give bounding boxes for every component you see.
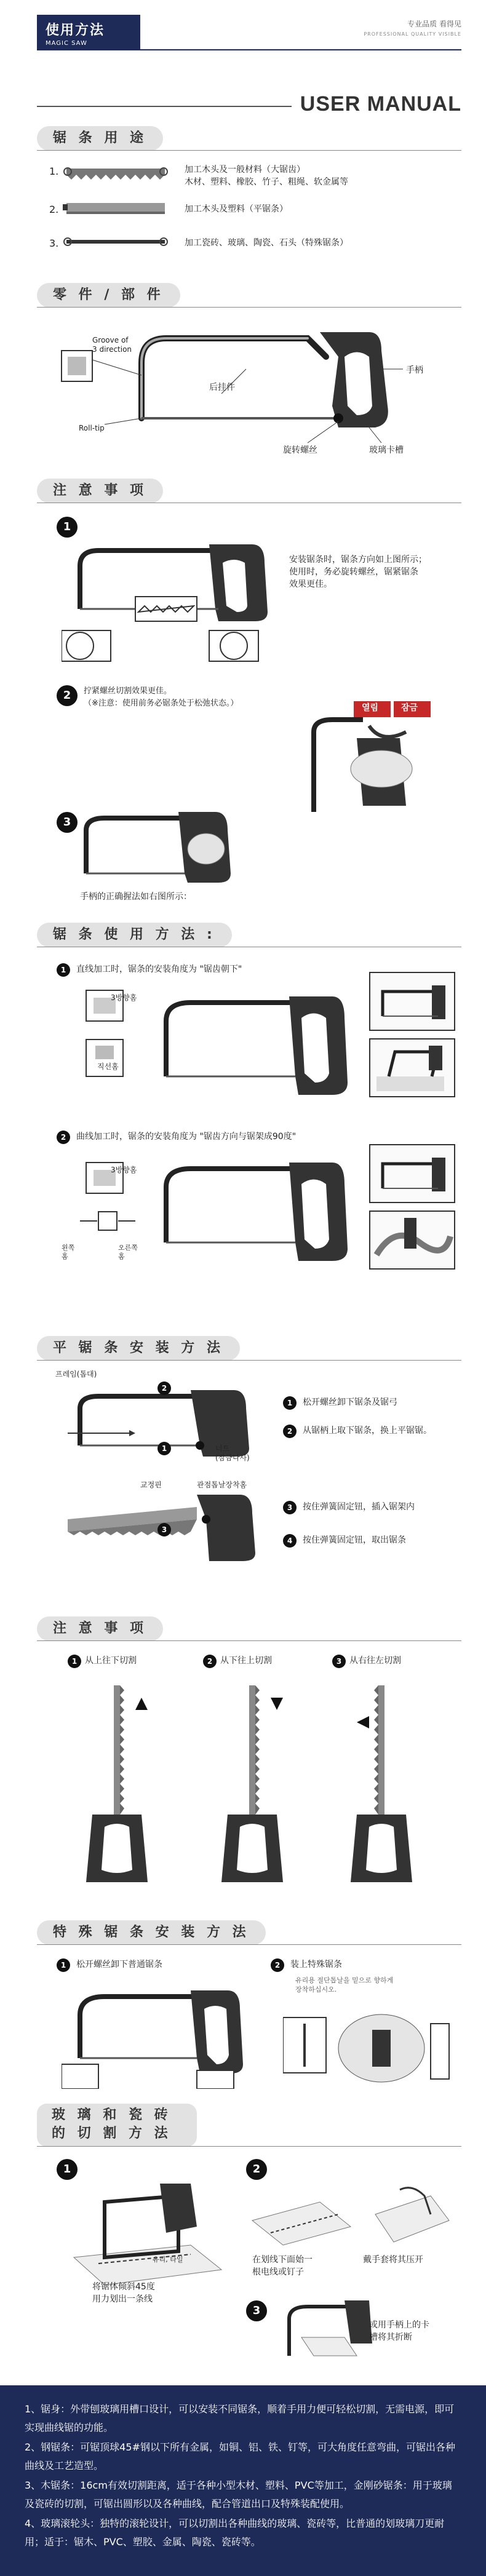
- glass-step-2-caption-b: 戴手套将其压开: [363, 2255, 423, 2265]
- footer-line-3: 3、木锯条：16cm有效切割距离，适于各种小型木材、塑料、PVC等加工，金刚砂锯条：用于玻璃及瓷砖的切割，可锯出圆形以及各种曲线，配合管道出口及特殊装配使用。: [25, 2479, 452, 2510]
- section-title: 零 件 / 部 件: [37, 283, 180, 308]
- section-title-line-1: 玻 璃 和 瓷 砖: [52, 2107, 172, 2123]
- part-roll-tip-label: Roll-tip: [79, 424, 105, 432]
- caution2-item-2-badge: 2: [203, 1655, 217, 1668]
- caution2-illustration-3: [345, 1685, 431, 1888]
- section-parts: [37, 283, 461, 308]
- caution1-step-1-text: 安装锯条时，锯条方向如上图所示； 使用时，务必旋转螺丝，锯紧锯条 效果更佳。: [289, 555, 427, 589]
- usage-step-1-tag: 3방향홈: [111, 993, 137, 1002]
- flat-step-4-badge: 4: [283, 1534, 297, 1548]
- part-clip-label: 玻璃卡槽: [369, 445, 404, 455]
- usage-step-1-badge: 1: [57, 963, 70, 977]
- part-handle-label: 手柄: [406, 365, 423, 375]
- blade-use-3-num: 3.: [49, 237, 59, 249]
- brand-note: [364, 18, 461, 37]
- blade-use-2-num: 2.: [49, 204, 59, 215]
- section-title: 平 锯 条 安 装 方 法: [37, 1336, 240, 1361]
- flat-step-2-badge: 2: [283, 1425, 297, 1438]
- section-title: 特 殊 锯 条 安 装 方 法: [37, 1920, 266, 1945]
- glass-step-1-illustration: [68, 2177, 228, 2288]
- blade-use-1-text: 加工木头及一般材料（大锯齿） 木材、塑料、橡胶、竹子、粗绳、软金属等: [185, 165, 348, 187]
- special-blade-illustration: [62, 234, 172, 250]
- caution1-step-3-illustration: [80, 806, 240, 886]
- part-knob-label: 旋转螺丝: [283, 445, 317, 455]
- flat-step-1-marker: 1: [157, 1442, 171, 1455]
- blade-use-2-text: 加工木头及塑料（平锯条）: [185, 204, 288, 214]
- flat-step-1-badge: 1: [283, 1396, 297, 1410]
- usage-step-2-thumb-a: [369, 1144, 455, 1203]
- usage-step-2-badge: 2: [57, 1131, 70, 1144]
- caution1-step-3-caption: 手柄的正确握法如右图所示：: [80, 892, 192, 902]
- glass-step-1-tag: 유리, 타일: [153, 2256, 183, 2264]
- footer-description-panel: [0, 2385, 486, 2576]
- brand-line-2: PROFESSIONAL QUALITY VISIBLE: [364, 31, 461, 37]
- glass-step-3-illustration: [277, 2294, 375, 2368]
- section-rule: [37, 1944, 461, 1945]
- flat-label-groove: 관점톱날장착홈: [197, 1481, 247, 1489]
- caution1-step-2-illustration: [295, 677, 455, 812]
- section-rule: [37, 1360, 461, 1361]
- usage-step-1-thumb-a: [369, 972, 455, 1031]
- part-groove-label: Groove of 3 direction: [92, 336, 132, 354]
- header-tab-subtitle: MAGIC SAW: [46, 40, 87, 47]
- flat-blade-illustration: [62, 198, 172, 217]
- glass-step-3-caption: 或用手柄上的卡 槽将其折断: [369, 2320, 429, 2342]
- flat-step-2-text: 从锯柄上取下锯条，换上平锯锯。: [303, 1426, 432, 1436]
- section-rule: [37, 307, 461, 308]
- flat-step-1-text: 松开螺丝卸下锯条及锯弓: [303, 1397, 397, 1407]
- footer-line-4: 4、玻璃滚轮头：独特的滚轮设计，可以切割出各种曲线的玻璃、瓷砖等，比普通的划玻璃刀更耐用；适于：锯木、PVC、塑胶、金属、陶瓷、瓷砖等。: [25, 2518, 445, 2548]
- section-blade-usage: [37, 923, 461, 947]
- caution2-item-3-text: 从右往左切割: [349, 1656, 401, 1666]
- caution2-item-1-badge: 1: [68, 1655, 81, 1668]
- section-title: 注 意 事 项: [37, 479, 163, 503]
- wood-blade-illustration: [62, 161, 172, 182]
- section-caution-1: [37, 479, 461, 503]
- caution2-illustration-2: [215, 1685, 301, 1888]
- caution1-step-3-badge: 3: [57, 812, 78, 833]
- usage-step-1-thumb-b: [369, 1038, 455, 1097]
- section-title-pill: [37, 2104, 197, 2147]
- caution1-close-label: 잠금: [401, 703, 418, 713]
- caution1-step-1-badge: 1: [57, 517, 78, 538]
- usage-step-2-text: 曲线加工时，锯条的安装角度为 "锯齿方向与锯架成90度": [76, 1132, 297, 1142]
- header-tab: [37, 15, 140, 49]
- flat-step-3-text: 按住弹簧固定钮，插入锯架内: [303, 1502, 415, 1512]
- manual-title-bar: [37, 92, 461, 117]
- usage-step-1-illustration: [62, 984, 357, 1107]
- special-step-2-badge: 2: [271, 1958, 284, 1972]
- glass-step-2-caption: 在划线下面始一 根电线或钉子: [252, 2255, 313, 2277]
- usage-step-1-text: 直线加工时，锯条的安装角度为 "锯齿朝下": [76, 964, 242, 974]
- section-flat-install: [37, 1336, 461, 1361]
- flat-step-4-text: 按住弹簧固定钮，取出锯条: [303, 1535, 406, 1545]
- caution1-step-2-badge: 2: [57, 685, 78, 706]
- section-special-install: [37, 1920, 461, 1945]
- special-step-1-badge: 1: [57, 1958, 70, 1972]
- glass-step-2-illustration: [246, 2184, 455, 2251]
- usage-step-2-illustration: [62, 1150, 357, 1273]
- section-rule: [37, 1640, 461, 1641]
- glass-step-3-badge: 3: [246, 2300, 267, 2321]
- flat-install-illustration-2: [62, 1482, 271, 1562]
- flat-label-nut: 너트 (잠금나사): [215, 1444, 250, 1462]
- flat-step-2-marker: 2: [157, 1381, 171, 1395]
- blade-use-3-text: 加工瓷砖、玻璃、陶瓷、石头（特殊锯条）: [185, 238, 348, 248]
- special-step-2-text: 装上特殊锯条: [290, 1960, 342, 1970]
- special-step-2-note: 유리용 절단톱날을 밑으로 향하게 장착하십시오.: [295, 1976, 394, 1994]
- caution2-item-3-badge: 3: [332, 1655, 346, 1668]
- footer-line-2: 2、钢锯条：可锯顶球45#钢以下所有金属，如铜、铝、铁、钉等，可大角度任意弯曲，可锯出各种曲线及工艺造型。: [25, 2441, 455, 2471]
- special-step-1-text: 松开螺丝卸下普通锯条: [76, 1960, 162, 1970]
- section-title: 注 意 事 项: [37, 1616, 163, 1641]
- usage-step-1-sub: 직선홈: [97, 1062, 119, 1071]
- usage-step-2-tag: 3방향홈: [111, 1166, 137, 1174]
- manual-title: USER MANUAL: [292, 92, 461, 116]
- section-rule: [37, 150, 461, 151]
- blade-use-1-num: 1.: [49, 165, 59, 177]
- flat-label-pin: 교정핀: [140, 1481, 162, 1489]
- section-rule: [37, 2146, 461, 2147]
- section-caution-2: [37, 1616, 461, 1641]
- footer-line-1: 1、锯身：外带刨玻璃用槽口设计，可以安装不同锯条，顺着手用力便可轻松切割，无需电源，即可实现曲线锯的功能。: [25, 2403, 455, 2433]
- glass-step-2-badge: 2: [246, 2159, 267, 2180]
- page-header: [0, 0, 486, 68]
- brand-line-1: 专业品质 看得见: [407, 20, 461, 28]
- header-tab-title: 使用方法: [46, 23, 105, 38]
- glass-step-1-caption: 将锯体倾斜45度 用力划出一条线: [92, 2282, 155, 2304]
- caution2-item-2-text: 从下往上切割: [220, 1656, 272, 1666]
- flat-step-3-marker: 3: [157, 1523, 171, 1536]
- section-glass-cut: [37, 2104, 461, 2147]
- section-title: 锯 条 使 用 方 法 :: [37, 923, 232, 947]
- usage-step-2-thumb-b: [369, 1210, 455, 1270]
- caution1-step-2-text: 拧紧螺丝切割效果更佳。 （※注意：使用前务必锯条处于松弛状态。）: [84, 686, 239, 708]
- special-step-1-illustration: [62, 1978, 258, 2089]
- section-title: 锯 条 用 途: [37, 126, 163, 151]
- usage-step-2-right: 오른쪽 홈: [118, 1244, 138, 1260]
- caution1-open-label: 열림: [362, 703, 379, 713]
- glass-step-1-badge: 1: [57, 2159, 78, 2180]
- caution1-step-1-illustration: [62, 541, 283, 664]
- usage-step-2-left: 왼쪽 홈: [62, 1244, 75, 1260]
- header-divider: [37, 49, 461, 50]
- flat-label-frame: 프레임(톱대): [55, 1370, 97, 1378]
- caution2-item-1-text: 从上往下切割: [85, 1656, 137, 1666]
- caution2-illustration-1: [80, 1685, 166, 1888]
- section-title-line-2: 的 切 割 方 法: [52, 2126, 172, 2141]
- section-blade-uses: [37, 126, 461, 151]
- special-step-2-illustration: [283, 1999, 455, 2085]
- flat-step-3-badge: 3: [283, 1501, 297, 1514]
- part-rear-hook-label: 后挂件: [209, 383, 235, 392]
